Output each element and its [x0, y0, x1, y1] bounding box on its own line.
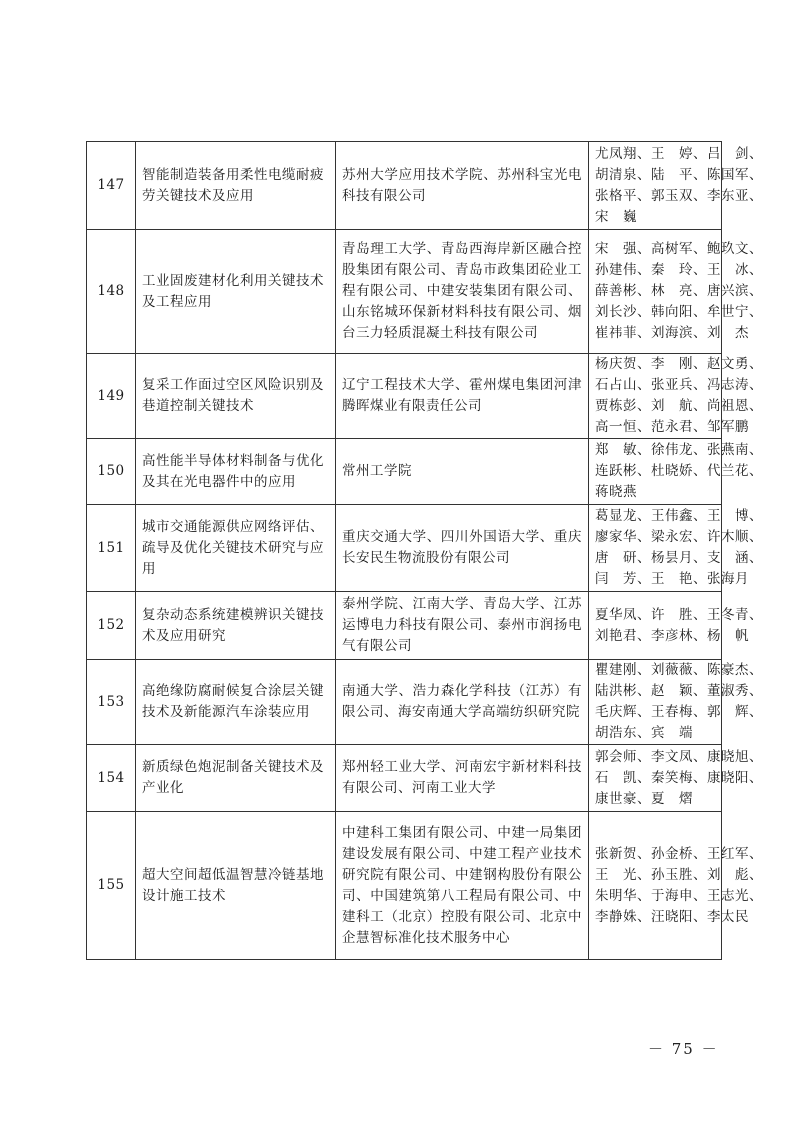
awards-table-body — [87, 142, 763, 960]
contributors-cell — [589, 439, 763, 505]
project-title-cell: 复杂动态系统建模辨识关键技术及应用研究 — [136, 592, 336, 660]
contributors-cell — [589, 505, 763, 592]
project-title-cell: 新质绿色炮泥制备关键技术及产业化 — [136, 745, 336, 812]
contributors-line: 石占山、张亚兵、冯志涛、 — [595, 377, 763, 393]
table-row — [87, 505, 722, 592]
row-number-cell: 154 — [87, 745, 136, 812]
row-number-cell: 155 — [87, 812, 136, 960]
contributors-cell — [589, 660, 763, 745]
contributors-line: 孙建伟、秦 玲、王 冰、 — [595, 262, 763, 278]
row-number-cell: 149 — [87, 354, 136, 439]
page-number: － 75 － — [648, 1040, 719, 1058]
contributors-cell — [589, 230, 763, 354]
row-number-cell: 148 — [87, 230, 136, 354]
contributors-cell — [589, 812, 763, 960]
project-title-cell: 工业固废建材化利用关键技术及工程应用 — [136, 230, 336, 354]
contributors-line: 蒋晓燕 — [595, 484, 637, 500]
organizations-cell: 辽宁工程技术大学、霍州煤电集团河津腾晖煤业有限责任公司 — [336, 354, 589, 439]
contributors-line: 尤凤翔、王 婷、吕 剑、 — [595, 145, 763, 162]
table-row — [87, 812, 722, 960]
contributors-line: 宋 强、高树军、鲍玖文、 — [595, 241, 763, 257]
contributors-line: 王 光、孙玉胜、刘 彪、 — [595, 866, 763, 883]
contributors-line: 薛善彬、林 亮、唐兴滨、 — [595, 283, 763, 299]
contributors-line: 瞿建刚、刘薇薇、陈豪杰、 — [595, 662, 763, 678]
contributors-line: 宋 巍 — [595, 208, 637, 225]
organizations-cell: 中建科工集团有限公司、中建一局集团建设发展有限公司、中建工程产业技术研究院有限公司、中建钢构股份有限公司、中国建筑第八工程局有限公司、中建科工（北京）控股有限公司、北京中企慧智标准化技术服务中心 — [336, 812, 589, 960]
contributors-line: 郑 敏、徐伟龙、张燕南、 — [595, 442, 763, 458]
organizations-cell: 重庆交通大学、四川外国语大学、重庆长安民生物流股份有限公司 — [336, 505, 589, 592]
organizations-cell: 青岛理工大学、青岛西海岸新区融合控股集团有限公司、青岛市政集团砼业工程有限公司、中建安装集团有限公司、山东铭城环保新材料科技有限公司、烟台三力轻质混凝土科技有限公司 — [336, 230, 589, 354]
contributors-cell — [589, 142, 763, 230]
contributors-line: 崔祎菲、刘海滨、刘 杰 — [595, 325, 749, 341]
organizations-cell: 常州工学院 — [336, 439, 589, 505]
table-row — [87, 592, 722, 660]
project-title-cell: 超大空间超低温智慧冷链基地设计施工技术 — [136, 812, 336, 960]
contributors-cell — [589, 354, 763, 439]
project-title-cell: 复采工作面过空区风险识别及巷道控制关键技术 — [136, 354, 336, 439]
contributors-line: 贾栋彭、刘 航、尚祖恩、 — [595, 398, 763, 414]
project-title-cell: 城市交通能源供应网络评估、疏导及优化关键技术研究与应用 — [136, 505, 336, 592]
contributors-line: 刘艳君、李彦林、杨 帆 — [595, 627, 749, 644]
awards-table — [86, 141, 763, 960]
project-title-cell: 高性能半导体材料制备与优化及其在光电器件中的应用 — [136, 439, 336, 505]
contributors-line: 胡浩东、宾 端 — [595, 725, 693, 741]
contributors-line: 毛庆辉、王春梅、郭 辉、 — [595, 704, 763, 720]
organizations-cell: 郑州轻工业大学、河南宏宇新材料科技有限公司、河南工业大学 — [336, 745, 589, 812]
contributors-cell — [589, 745, 763, 812]
contributors-line: 葛显龙、王伟鑫、王 博、 — [595, 508, 763, 524]
contributors-line: 廖家华、梁永宏、许木顺、 — [595, 529, 763, 545]
row-number-cell: 153 — [87, 660, 136, 745]
contributors-line: 郭会师、李文凤、康晓旭、 — [595, 748, 763, 765]
table-row — [87, 439, 722, 505]
contributors-line: 刘长沙、韩向阳、牟世宁、 — [595, 304, 763, 320]
contributors-line: 唐 研、杨昙月、支 涵、 — [595, 550, 763, 566]
contributors-line: 张新贺、孙金桥、王红军、 — [595, 845, 763, 862]
row-number-cell: 152 — [87, 592, 136, 660]
organizations-cell: 南通大学、浩力森化学科技（江苏）有限公司、海安南通大学高端纺织研究院 — [336, 660, 589, 745]
project-title-cell: 智能制造装备用柔性电缆耐疲劳关键技术及应用 — [136, 142, 336, 230]
table-row — [87, 142, 722, 230]
contributors-line: 连跃彬、杜晓娇、代兰花、 — [595, 463, 763, 479]
contributors-line: 张格平、郭玉双、李东亚、 — [595, 187, 763, 204]
contributors-line: 高一恒、范永君、邹军鹏 — [595, 419, 749, 435]
contributors-line: 李静姝、汪晓阳、李太民 — [595, 908, 749, 925]
table-row — [87, 745, 722, 812]
table-row — [87, 230, 722, 354]
table-row — [87, 660, 722, 745]
row-number-cell: 147 — [87, 142, 136, 230]
project-title-cell: 高绝缘防腐耐候复合涂层关键技术及新能源汽车涂装应用 — [136, 660, 336, 745]
contributors-line: 夏华凤、许 胜、王冬青、 — [595, 606, 763, 623]
row-number-cell: 151 — [87, 505, 136, 592]
contributors-line: 朱明华、于海申、王志光、 — [595, 887, 763, 904]
contributors-cell — [589, 592, 763, 660]
organizations-cell: 泰州学院、江南大学、青岛大学、江苏运博电力科技有限公司、泰州市润扬电气有限公司 — [336, 592, 589, 660]
contributors-line: 闫 芳、王 艳、张海月 — [595, 571, 749, 587]
contributors-line: 陆洪彬、赵 颖、董淑秀、 — [595, 683, 763, 699]
contributors-line: 胡清泉、陆 平、陈国军、 — [595, 166, 763, 183]
table-row — [87, 354, 722, 439]
contributors-line: 康世豪、夏 熠 — [595, 790, 693, 807]
organizations-cell: 苏州大学应用技术学院、苏州科宝光电科技有限公司 — [336, 142, 589, 230]
contributors-line: 杨庆贺、李 刚、赵文勇、 — [595, 356, 763, 372]
row-number-cell: 150 — [87, 439, 136, 505]
contributors-line: 石 凯、秦笑梅、康晓阳、 — [595, 769, 763, 786]
